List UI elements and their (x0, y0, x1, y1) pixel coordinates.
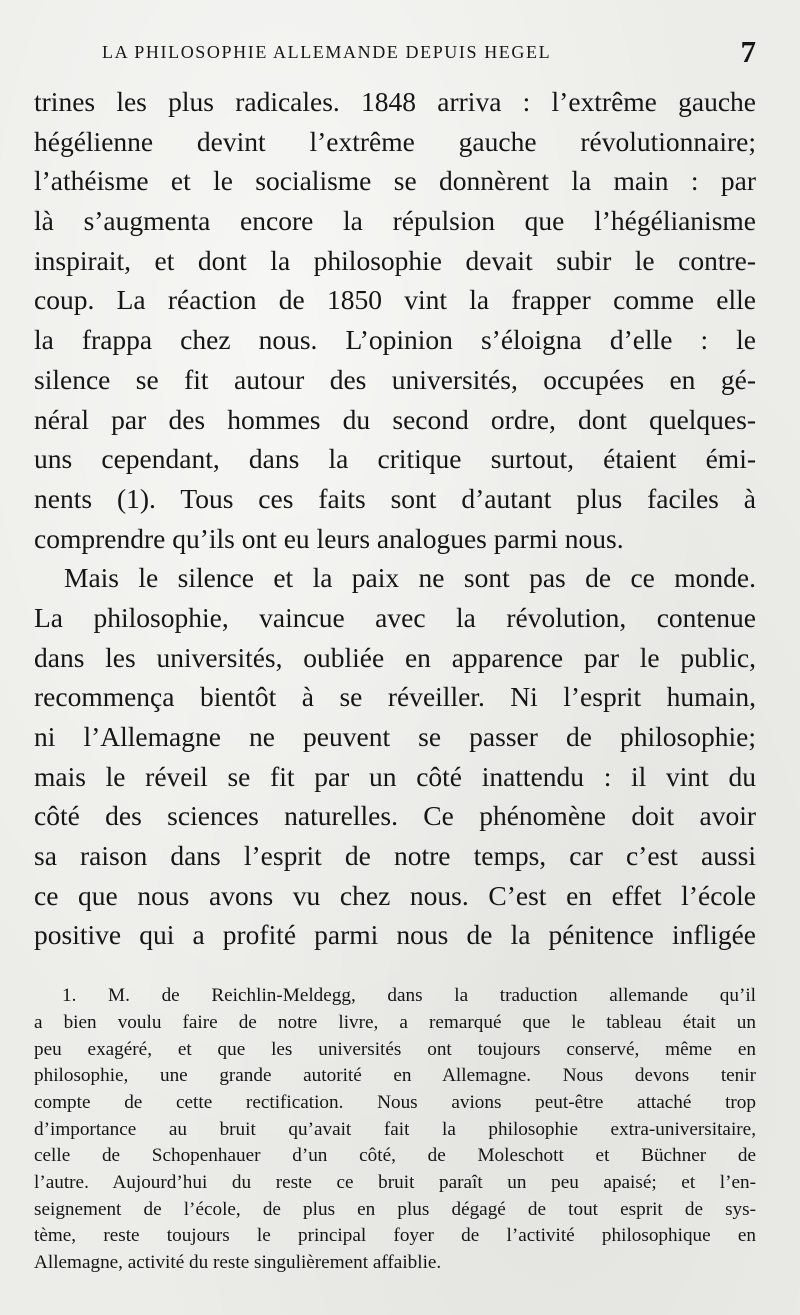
footnote (34, 983, 756, 1277)
running-title: LA PHILOSOPHIE ALLEMANDE DEPUIS HEGEL (102, 42, 552, 62)
text-line: coup. La réaction de 1850 vint la frapper comme elle (34, 284, 756, 316)
text-line: inspirait, et dont la philosophie devait subir le contre- (34, 244, 756, 276)
paragraph-start-line: Mais le silence et la paix ne sont pas de ce monde. (64, 562, 756, 594)
main-text (34, 82, 756, 955)
text-line: dans les universités, oubliée en apparence par le public, (34, 641, 756, 673)
text-line: néral par des hommes du second ordre, dont quelques- (34, 403, 756, 435)
footnote-line: a bien voulu faire de notre livre, a remarqué que le tableau était un (34, 1011, 756, 1033)
text-line: là s’augmenta encore la répulsion que l’hégélianisme (34, 205, 756, 237)
page-number: 7 (740, 34, 756, 69)
text-line: recommença bientôt à se réveiller. Ni l’esprit humain, (34, 681, 756, 713)
footnote-line: 1. M. de Reichlin-Meldegg, dans la traduction allemande qu’il (62, 985, 756, 1007)
text-line: ni l’Allemagne ne peuvent se passer de philosophie; (34, 721, 756, 752)
footnote-line: l’autre. Aujourd’hui du reste ce bruit paraît un peu apaisé; et l’en- (34, 1171, 756, 1193)
footnote-line: peu exagéré, et que les universités ont toujours conservé, même en (34, 1038, 756, 1060)
text-line: positive qui a profité parmi nous de la pénitence infligée (34, 919, 756, 951)
running-head (102, 34, 756, 78)
text-line: la frappa chez nous. L’opinion s’éloigna d’elle : le (34, 324, 756, 356)
footnote-line: seignement de l’école, de plus en plus dégagé de tout esprit de sys- (34, 1198, 756, 1220)
text-line: silence se fit autour des universités, occupées en gé- (34, 363, 756, 395)
text-line: sa raison dans l’esprit de notre temps, car c’est aussi (34, 840, 756, 872)
footnote-line: compte de cette rectification. Nous avions peut-être attaché trop (34, 1091, 756, 1113)
text-line: l’athéisme et le socialisme se donnèrent la main : par (34, 165, 756, 197)
text-line: uns cependant, dans la critique surtout, étaient émi- (34, 443, 756, 475)
text-line: mais le réveil se fit par un côté inattendu : il vint du (34, 760, 756, 792)
text-line: trines les plus radicales. 1848 arriva : l’extrême gauche (34, 86, 756, 117)
text-line: nents (1). Tous ces faits sont d’autant plus faciles à (34, 482, 756, 514)
footnote-line: celle de Schopenhauer d’un côté, de Moleschott et Büchner de (34, 1145, 756, 1167)
text-line: côté des sciences naturelles. Ce phénomène doit avoir (34, 800, 756, 832)
text-line: ce que nous avons vu chez nous. C’est en effet l’école (34, 879, 756, 911)
footnote-line: tème, reste toujours le principal foyer de l’activité philosophique en (34, 1225, 756, 1247)
paragraph-end-line: comprendre qu’ils ont eu leurs analogues parmi nous. (34, 522, 624, 554)
text-line: La philosophie, vaincue avec la révolution, contenue (34, 601, 756, 633)
text-line: hégélienne devint l’extrême gauche révolutionnaire; (34, 125, 756, 157)
footnote-line: philosophie, une grande autorité en Allemagne. Nous devons tenir (34, 1065, 756, 1087)
footnote-line: d’importance au bruit qu’avait fait la philosophie extra-universitaire, (34, 1118, 756, 1140)
footnote-line: Allemagne, activité du reste singulièrement affaiblie. (34, 1252, 442, 1273)
